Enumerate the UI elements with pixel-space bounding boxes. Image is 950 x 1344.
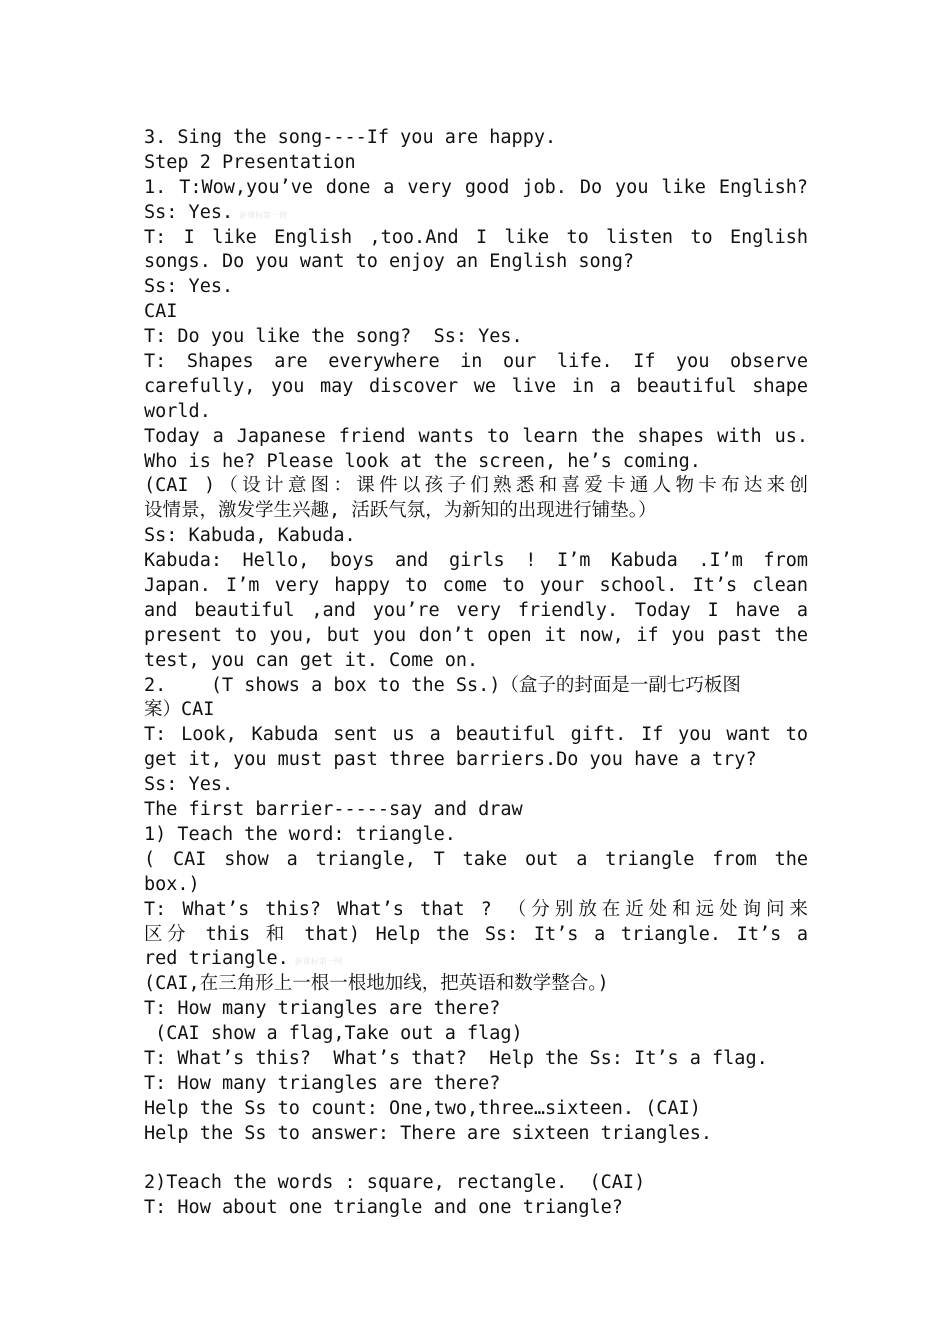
line-text: 2. (T shows a box to the Ss.)（盒子的封面是一副七巧板图 xyxy=(144,674,741,696)
text-line xyxy=(144,997,808,1022)
text-line xyxy=(144,400,808,425)
text-line xyxy=(144,151,808,176)
line-text: ( CAI show a triangle, T take out a triangle from the xyxy=(144,848,808,870)
line-text: T: Look, Kabuda sent us a beautiful gift. If you want to xyxy=(144,724,808,746)
line-text: (CAI,在三角形上一根一根地加线，把英语和数学整合。) xyxy=(144,973,609,995)
text-line xyxy=(144,848,808,873)
line-text: The first barrier-----say and draw xyxy=(144,799,523,821)
line-text: T: How many triangles are there? xyxy=(144,1072,501,1094)
line-text: carefully, you may discover we live in a beautiful shape xyxy=(144,375,808,397)
text-line xyxy=(144,549,808,574)
line-text: Help the Ss to answer: There are sixteen triangles. xyxy=(144,1122,713,1144)
text-line xyxy=(144,375,808,400)
line-text: T: How many triangles are there? xyxy=(144,998,501,1020)
line-text: (CAI show a flag,Take out a flag) xyxy=(144,1023,523,1045)
text-line xyxy=(144,898,808,923)
line-text: red triangle. xyxy=(144,948,289,970)
text-line xyxy=(144,624,808,649)
text-line xyxy=(144,773,808,798)
line-text: Help the Ss to count: One,two,three…sixteen. (CAI) xyxy=(144,1097,701,1119)
line-text: Ss: Yes. xyxy=(144,276,234,298)
text-line xyxy=(144,1196,808,1221)
text-line xyxy=(144,1171,808,1196)
text-line xyxy=(144,1022,808,1047)
text-line xyxy=(144,1097,808,1122)
line-text: T: I like English ,too.And I like to listen to English xyxy=(144,226,808,248)
line-text: CAI xyxy=(144,301,178,323)
text-line xyxy=(144,972,808,997)
text-line xyxy=(144,1047,808,1072)
text-line xyxy=(144,923,808,948)
line-text: T: What’s this? What’s that? Help the Ss: It’s a flag. xyxy=(144,1047,768,1069)
line-text: Ss: Yes. xyxy=(144,201,234,223)
text-line xyxy=(144,698,808,723)
text-line xyxy=(144,1122,808,1147)
blank-line xyxy=(144,1147,808,1172)
text-line xyxy=(144,723,808,748)
text-line xyxy=(144,873,808,898)
line-text: T: Do you like the song? Ss: Yes. xyxy=(144,326,523,348)
line-text: T: What’s this? What’s that ? （分别放在近处和远处询问来 xyxy=(144,898,808,920)
line-text: Ss: Yes. xyxy=(144,774,234,796)
line-text: 2)Teach the words : square, rectangle. (CAI) xyxy=(144,1172,646,1194)
line-text: Today a Japanese friend wants to learn the shapes with us. xyxy=(144,425,808,447)
line-text: (CAI )（设计意图：课件以孩子们熟悉和喜爱卡通人物卡布达来创 xyxy=(144,475,808,497)
text-line xyxy=(144,250,808,275)
line-text: 1) Teach the word: triangle. xyxy=(144,823,456,845)
text-line xyxy=(144,450,808,475)
line-text: 1. T:Wow,you’ve done a very good job. Do you like English? xyxy=(144,176,808,198)
text-line xyxy=(144,524,808,549)
line-text: 3. Sing the song----If you are happy. xyxy=(144,127,557,148)
text-line xyxy=(144,300,808,325)
text-line xyxy=(144,201,808,226)
line-text: 区分 this 和 that) Help the Ss: It’s a triangle. It’s a xyxy=(144,923,808,945)
line-text: Who is he? Please look at the screen, he’s coming. xyxy=(144,450,701,472)
text-line xyxy=(144,1072,808,1097)
text-line xyxy=(144,499,808,524)
text-line xyxy=(144,474,808,499)
line-text: Step 2 Presentation xyxy=(144,151,356,173)
line-text: T: Shapes are everywhere in our life. If you observe xyxy=(144,351,808,373)
line-text: and beautiful ,and you’re very friendly. Today I have a xyxy=(144,599,808,621)
text-line xyxy=(144,350,808,375)
text-line xyxy=(144,748,808,773)
text-line xyxy=(144,126,808,151)
text-line xyxy=(144,176,808,201)
text-line xyxy=(144,798,808,823)
line-text: 案）CAI xyxy=(144,699,215,721)
text-line xyxy=(144,275,808,300)
line-text: 设情景，激发学生兴趣, 活跃气氛，为新知的出现进行铺垫。） xyxy=(144,500,657,522)
text-line xyxy=(144,599,808,624)
line-text: test, you can get it. Come on. xyxy=(144,649,479,671)
text-line xyxy=(144,425,808,450)
text-line xyxy=(144,226,808,251)
line-text: get it, you must past three barriers.Do you have a try? xyxy=(144,749,757,771)
text-line xyxy=(144,674,808,699)
text-line xyxy=(144,947,808,972)
line-text: box.) xyxy=(144,873,200,895)
line-text: Kabuda: Hello, boys and girls ! I’m Kabuda .I’m from xyxy=(144,550,808,572)
line-text: world. xyxy=(144,400,211,422)
watermark-text: 新课标第一网 xyxy=(294,957,343,967)
text-line xyxy=(144,823,808,848)
line-text: Japan. I’m very happy to come to your school. It’s clean xyxy=(144,575,808,597)
line-text: T: How about one triangle and one triangle? xyxy=(144,1197,623,1219)
text-line xyxy=(144,325,808,350)
line-text: songs. Do you want to enjoy an English song? xyxy=(144,251,635,273)
line-text: present to you, but you don’t open it now, if you past the xyxy=(144,624,808,646)
line-text: Ss: Kabuda, Kabuda. xyxy=(144,525,356,547)
text-line xyxy=(144,574,808,599)
text-line xyxy=(144,649,808,674)
document-body xyxy=(144,126,808,1221)
watermark-text: 新课标第一网 xyxy=(239,210,288,220)
